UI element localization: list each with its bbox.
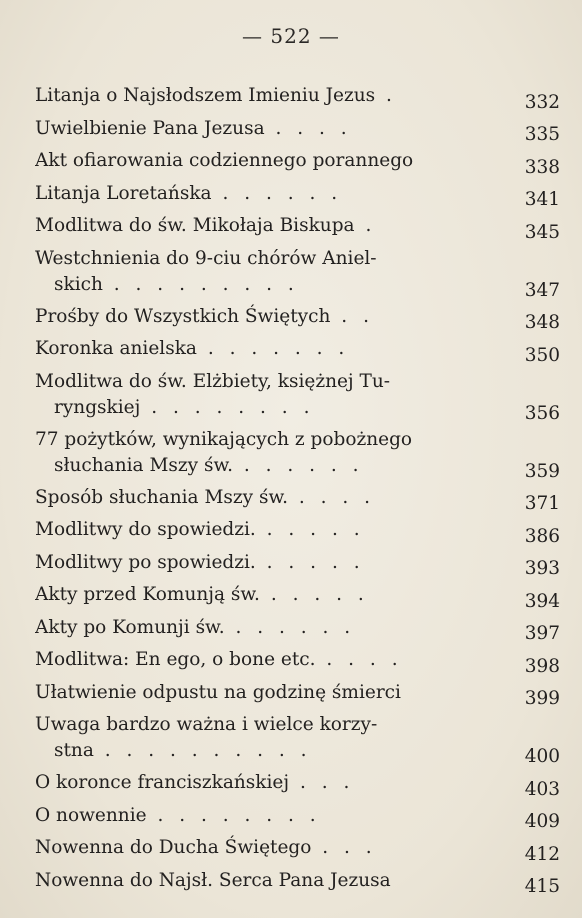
dot-leader: . . . . (264, 117, 352, 139)
toc-entry (35, 712, 560, 770)
entry-title-line: Uwaga bardzo ważna i wielce korzy- (35, 714, 378, 735)
dot-leader: . . . . . . . . (146, 804, 321, 826)
entry-title-line: 77 pożytków, wynikających z pobożnego (35, 428, 413, 450)
entry-title-line: Koronka anielska (35, 338, 197, 359)
entry-page-number: 350 (524, 344, 560, 366)
entry-page-number: 409 (524, 811, 560, 832)
entry-title-line: ryngskiej (54, 396, 141, 418)
entry-title-line: Akt ofiarowania codziennego porannego (35, 150, 414, 171)
dot-leader: . . . . . . . . . (102, 273, 299, 295)
entry-title-line: Modlitwa do św. Mikołaja Biskupa (35, 215, 355, 236)
entry-page-number: 371 (524, 493, 560, 514)
entry-title-line: O koronce franciszkańskiej (35, 772, 290, 793)
entry-page-number: 399 (524, 688, 560, 709)
dot-leader: . . . . . (255, 519, 365, 540)
toc-entry (35, 369, 560, 427)
entry-page-number: 400 (524, 746, 560, 767)
entry-title-line: Modlitwa do św. Elżbiety, księżnej Tu- (35, 370, 391, 392)
dot-leader: . . . (311, 837, 377, 858)
toc-entry (35, 803, 560, 836)
entry-title-line: słuchania Mszy św. (54, 454, 233, 476)
toc-entry (35, 550, 560, 583)
toc-entry (35, 336, 560, 369)
table-of-contents (35, 83, 560, 900)
toc-entry (35, 835, 560, 868)
entry-title-line: Modlitwy do spowiedzi. (35, 519, 256, 540)
entry-page-number: 341 (524, 189, 560, 210)
entry-title-line: Sposób słuchania Mszy św. (35, 486, 288, 508)
entry-title-line: Nowenna do Ducha Świętego (35, 837, 312, 858)
entry-title-line: Westchnienia do 9-ciu chórów Aniel- (35, 247, 377, 269)
dot-leader: . . . . . . (224, 616, 356, 638)
toc-entry (35, 181, 560, 214)
dot-leader: . . . . . . . . (140, 396, 315, 418)
dot-leader: . (375, 85, 397, 106)
entry-page-number: 345 (524, 221, 560, 243)
entry-title-line: Nowenna do Najsł. Serca Pana Jezusa (35, 869, 391, 891)
entry-title-line: Akty przed Komunją św. (35, 584, 260, 605)
toc-entry (35, 116, 560, 149)
entry-title-line: Litanja Loretańska (35, 182, 212, 204)
dot-leader: . (354, 215, 377, 236)
dot-leader: . . . . . (259, 584, 369, 605)
dot-leader: . . . . . . (211, 182, 343, 204)
entry-title-line: Uwielbienie Pana Jezusa (35, 117, 265, 139)
entry-page-number: 338 (524, 156, 560, 178)
toc-entry (35, 427, 560, 485)
dot-leader: . . . . . . . . . . (93, 740, 312, 761)
toc-entry (35, 148, 560, 181)
entry-title-line: O nowennie (35, 804, 147, 826)
entry-page-number: 356 (524, 402, 560, 424)
dot-leader: . . . . . (255, 551, 365, 573)
entry-page-number: 398 (524, 655, 560, 677)
toc-entry (35, 615, 560, 648)
toc-entry (35, 304, 560, 337)
entry-page-number: 415 (524, 876, 560, 897)
toc-entry (35, 517, 560, 550)
dot-leader: . . . . . . . (196, 338, 350, 359)
toc-entry (35, 868, 560, 901)
toc-entry (35, 582, 560, 615)
entry-title-line: Prośby do Wszystkich Świętych (35, 305, 331, 327)
entry-page-number: 335 (524, 124, 560, 145)
entry-page-number: 347 (524, 279, 560, 301)
toc-entry (35, 213, 560, 246)
dot-leader: . . . (289, 772, 355, 793)
dot-leader: . . . . . . (232, 454, 364, 476)
entry-page-number: 359 (524, 460, 560, 482)
dot-leader: . . (330, 305, 374, 327)
toc-entry (35, 246, 560, 304)
entry-page-number: 332 (524, 91, 560, 113)
toc-entry (35, 680, 560, 713)
entry-title-line: Akty po Komunji św. (35, 616, 225, 638)
toc-entry (35, 770, 560, 803)
entry-page-number: 348 (524, 312, 560, 333)
toc-entry (35, 647, 560, 680)
entry-title-line: stna (54, 740, 94, 761)
page-number: — 522 — (242, 24, 340, 48)
entry-title-line: Modlitwy po spowiedzi. (35, 551, 256, 573)
dot-leader: . . . . (288, 486, 376, 508)
entry-page-number: 403 (524, 778, 560, 800)
entry-title-line: Litanja o Najsłodszem Imieniu Jezus (35, 85, 376, 106)
dot-leader: . . . . (315, 649, 403, 670)
entry-title-line: Modlitwa: En ego, o bone etc. (35, 649, 316, 670)
entry-page-number: 394 (524, 590, 560, 612)
entry-page-number: 393 (524, 558, 560, 579)
entry-page-number: 397 (524, 623, 560, 644)
toc-entry (35, 83, 560, 116)
entry-page-number: 412 (524, 843, 560, 865)
toc-entry (35, 485, 560, 518)
entry-page-number: 386 (524, 525, 560, 547)
entry-title-line: Ułatwienie odpustu na godzinę śmierci (35, 681, 401, 703)
entry-title-line: skich (54, 273, 103, 295)
